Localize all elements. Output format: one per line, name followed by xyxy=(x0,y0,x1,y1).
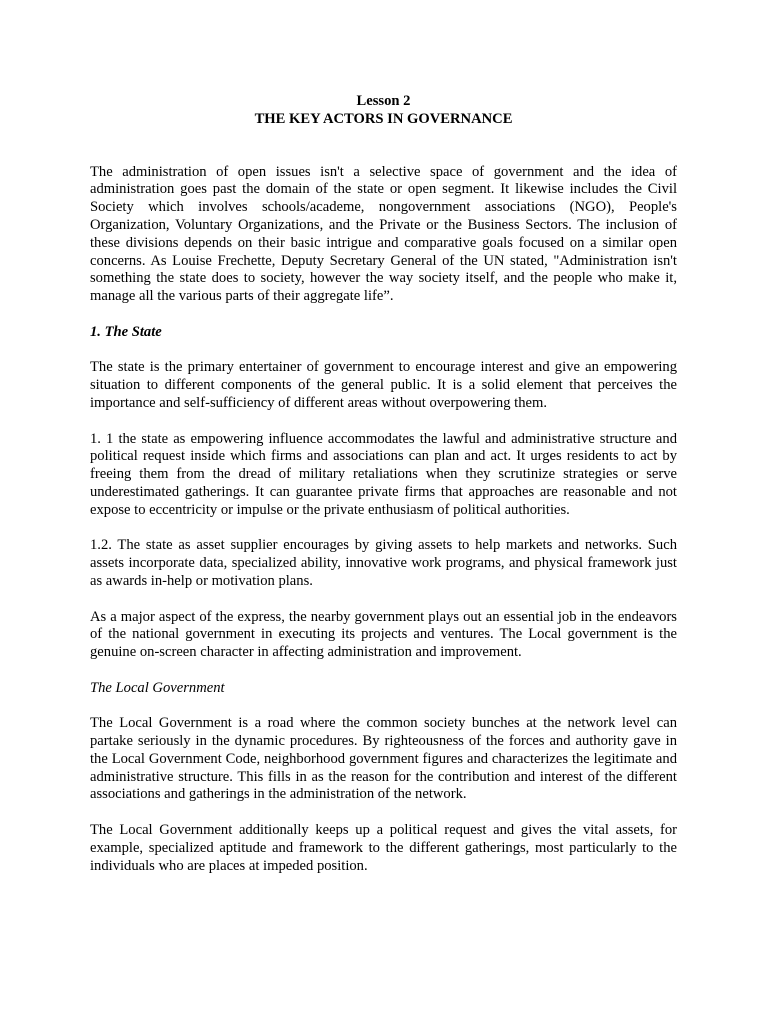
state-paragraph-3: 1.2. The state as asset supplier encourages by giving assets to help markets and networks. Such assets incorporate data, specialized ability, innovative work programs, and physical framework just as awards in-help or motivation plans. xyxy=(90,537,677,589)
state-paragraph-4: As a major aspect of the express, the nearby government plays out an essential job in the endeavors of the national government in executing its projects and ventures. The Local government is the genuine on-screen character in affecting administration and improvement. xyxy=(90,608,677,661)
intro-paragraph: The administration of open issues isn't a selective space of government and the idea of administration goes past the domain of the state or open segment. It likewise includes the Civil Society which involves schools/academe, nongovernment associations (NGO), People's Organization, Voluntary Organizations, and the Private or the Business Sectors. The inclusion of these divisions depends on their basic intrigue and comparative goals focused on a similar open concerns. As Louise Frechette, Deputy Secretary General of the UN stated, "Administration isn't something the state does to society, however the way society itself, and the people who make it, manage all the various parts of their aggregate life”. xyxy=(90,163,677,305)
local-paragraph-2: The Local Government additionally keeps up a political request and gives the vital assets, for example, specialized aptitude and framework to the different gatherings, most particularly to the individuals who are places at impeded position. xyxy=(90,822,677,874)
local-paragraph-1: The Local Government is a road where the common society bunches at the network level can partake seriously in the dynamic procedures. By righteousness of the forces and authority gave in the Local Government Code, neighborhood government figures and characterizes the legitimate and administrative structure. This fills in as the reason for the contribution and interest of the different associations and gatherings in the administration of the network. xyxy=(90,715,677,803)
document-page xyxy=(90,93,677,893)
section-heading-state: 1. The State xyxy=(90,323,162,340)
lesson-label: Lesson 2 xyxy=(356,93,411,109)
subheading-local-government: The Local Government xyxy=(90,679,225,696)
heading-block xyxy=(90,93,677,129)
page-title: THE KEY ACTORS IN GOVERNANCE xyxy=(254,110,513,127)
state-paragraph-2: 1. 1 the state as empowering influence accommodates the lawful and administrative structure and political request inside which firms and associations can plan and act. It urges residents to act by freeing them from the dread of military retaliations when they scrutinize strategies or serve underestimated gatherings. It can guarantee private firms that approaches are reasonable and not expose to eccentricity or impulse or the private enthusiasm of political authorities. xyxy=(90,430,677,518)
state-paragraph-1: The state is the primary entertainer of government to encourage interest and give an empowering situation to different components of the general public. It is a solid element that perceives the importance and self-sufficiency of different areas without overpowering them. xyxy=(90,359,677,411)
